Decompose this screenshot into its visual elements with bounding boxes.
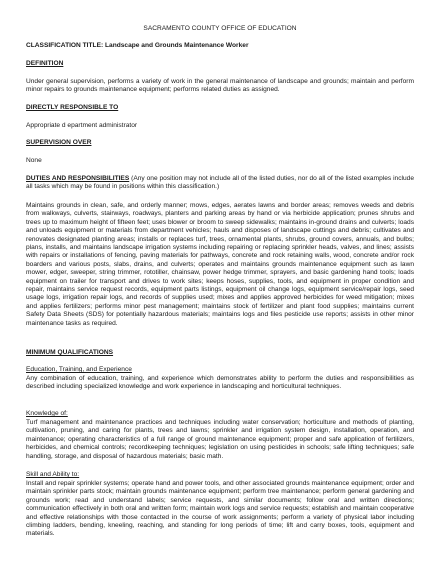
supervision-text: None [26, 157, 42, 164]
education-text: Any combination of education, training, and experience which demonstrates ability to perform the duties and responsibilities as described including specialized knowledge and work experience in landscaping and horticultural techniques. [26, 375, 414, 391]
definition-text: Under general supervision, performs a variety of work in the general maintenance of landscape and grounds; maintain and perform minor repairs to grounds maintenance equipment; performs related duties as assigned. [26, 78, 414, 94]
classification-label: CLASSIFICATION TITLE: [26, 42, 104, 49]
supervision-heading: SUPERVISION OVER [26, 139, 92, 146]
duties-intro-text: (Any one position may not include all of the listed duties, nor do all of the listed examples include all tasks which may be found in positions within this classification.) [26, 175, 414, 191]
qualifications-heading: MINIMUM QUALIFICATIONS [26, 349, 114, 356]
duties-text: Maintains grounds in clean, safe, and orderly manner; mows, edges, aerates lawns and border areas; removes weeds and debris from walkways, culverts, stairways, roadways, planters and parking areas by hand or via herbicide application; prunes shrubs and trees up to maximum height of fifteen feet; uses blower or broom to sweep sidewalks; maintains in-ground drains and culverts; loads and unloads equipment or materials from department vehicles; hauls and disposes of landscape cuttings and debris; cultivates and renovates designated planting areas; installs or replaces turf, trees, ornamental plants, shrubs, ground covers, annuals, and bulbs; plans, installs, and maintains landscape irrigation systems including repairing or replacing sprinkler heads, valves, and lines; assists with repairs or installations of fencing, paving materials for pathways, concrete and rock retaining walls, wood, concrete and/or rock boarders and various posts, slabs, drains, and culverts; operates and maintains grounds maintenance equipment such as lawn mower, edger, sweeper, string trimmer, rototiller, chainsaw, power hedge trimmer, sprayers, and basic gardening hand tools; loads equipment on trailer for transport and drives to work sites; keeps hoses, supplies, tools, and equipment in proper condition and repair, maintains service request records, equipment parts listings, equipment oil change logs, equipment service/repair logs, seed usage logs, irrigation repair logs, and records of supplies used; mixes and applies approved herbicides for weed mitigation; mixes and applies fertilizers; performs minor pest management; maintains stock of fertilizer and plant food supplies; maintains current Safety Data Sheets (SDS) for potentially hazardous materials; maintains logs and files pesticide use reports; assists in other minor maintenance tasks as required. [26, 202, 414, 327]
knowledge-text: Turf management and maintenance practices and techniques including water conservation; horticulture and methods of planting, cultivation, pruning, and caring for plants, trees and lawns; sprinkler and irrigation system design, installation, operation, and maintenance; operating characteristics of a full range of ground maintenance equipment; proper and safe application of fertilizers, herbicides, and chemical controls; recordkeeping techniques; legislation on using pesticides in schools; safe lifting techniques; safe handling, storage, and disposal of hazardous materials; basic math. [26, 419, 414, 460]
definition-heading: DEFINITION [26, 60, 64, 67]
responsible-text: Appropriate d epartment administrator [26, 122, 138, 129]
org-header: SACRAMENTO COUNTY OFFICE OF EDUCATION [143, 25, 297, 32]
classification-title [26, 42, 414, 50]
duties-intro [26, 175, 414, 192]
knowledge-heading: Knowledge of: [26, 410, 68, 417]
skill-heading: Skill and Ability to: [26, 471, 80, 478]
education-heading: Education, Training, and Experience [26, 366, 132, 373]
skill-text: Install and repair sprinkler systems; operate hand and power tools, and other associated grounds maintenance equipment; order and maintain sprinkler parts stock; maintain grounds maintenance equipment; perform tree maintenance; perform general gardening and grounds work; read and understand labels; service requests, and similar documents; follow oral and written directions; communication effectively in both oral and written form; maintain work logs and service requests; establish and maintain cooperative and effective relationships with those contacted in the course of work assignments; perform a variety of physical labor including climbing ladders, bending, kneeling, reaching, and standing for long periods of time; lift and carry boxes, tools, equipment and materials. [26, 480, 414, 538]
duties-heading: DUTIES AND RESPONSIBILITIES [26, 175, 130, 182]
classification-value: Landscape and Grounds Maintenance Worker [105, 42, 249, 49]
responsible-heading: DIRECTLY RESPONSIBLE TO [26, 104, 119, 111]
